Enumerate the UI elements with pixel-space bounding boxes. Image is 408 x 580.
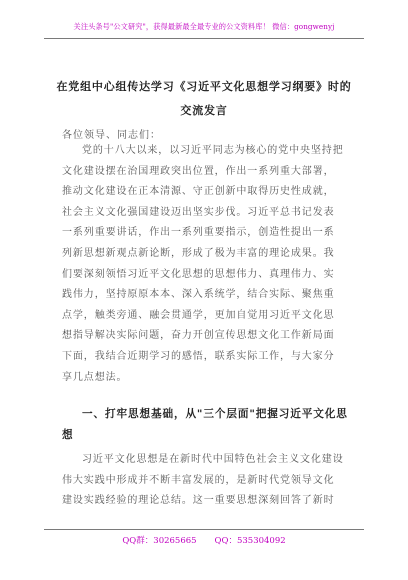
paragraph-line: 一系列重要讲话，作出一系列重要指示，创造性提出一系 xyxy=(62,227,335,239)
footer-qq: QQ：535304092 xyxy=(214,536,286,546)
heading-line: 一、打牢思想基础，从"三个层面"把握习近平文化思 xyxy=(82,408,348,420)
paragraph-1 xyxy=(62,141,348,388)
paragraph-line: 想指导解决实际问题，奋力开创宣传思想文化工作新局面 xyxy=(62,330,335,342)
paragraph-line: 党的十八大以来，以习近平同志为核心的党中央坚持把 xyxy=(82,145,344,156)
document-title-line-2: 交流发言 xyxy=(180,104,228,117)
paragraph-line: 习近平文化思想是在新时代中国特色社会主义文化建设 xyxy=(82,454,344,465)
paragraph-line: 伟大实践中形成并不断丰富发展的，是新时代党领导文化 xyxy=(62,474,335,486)
footer-divider xyxy=(44,529,364,530)
paragraph-line: 们要深刻领悟习近平文化思想的思想伟力、真理伟力、实 xyxy=(62,268,335,280)
section-heading-1 xyxy=(62,404,348,445)
paragraph-line: 社会主义文化强国建设迈出坚实步伐。习近平总书记发表 xyxy=(62,206,335,218)
paragraph-line: 建设实践经验的理论总结。这一重要思想深刻回答了新时 xyxy=(62,495,335,507)
greeting: 各位领导、同志们： xyxy=(62,130,161,141)
page-header xyxy=(0,0,408,40)
paragraph-line: 推动文化建设在正本清源、守正创新中取得历史性成就， xyxy=(62,186,335,198)
paragraph-line: 享几点想法。 xyxy=(62,371,128,383)
header-divider xyxy=(44,38,364,39)
paragraph-2 xyxy=(62,450,348,512)
paragraph-line: 下面，我结合近期学习的感悟，联系实际工作，与大家分 xyxy=(62,350,335,362)
footer-qq-group: QQ群：30265665 xyxy=(122,536,197,546)
document-title-line-1: 在党组中心组传达学习《习近平文化思想学习纲要》时的 xyxy=(56,80,352,93)
paragraph-line: 文化建设摆在治国理政突出位置，作出一系列重大部署， xyxy=(62,165,335,177)
paragraph-line: 践伟力，坚持原原本本、深入系统学，结合实际、聚焦重 xyxy=(62,289,335,301)
paragraph-line: 点学，触类旁通、融会贯通学，更加自觉用习近平文化思 xyxy=(62,309,335,321)
header-promo-text: 关注头条号"公文研究"，获得最新最全最专业的公文资料库！ 微信：gongwenyj xyxy=(73,22,335,31)
page-footer xyxy=(44,534,364,546)
paragraph-line: 列新思想新观点新论断，形成了极为丰富的理论成果。我 xyxy=(62,247,335,259)
heading-line: 想 xyxy=(62,428,74,441)
